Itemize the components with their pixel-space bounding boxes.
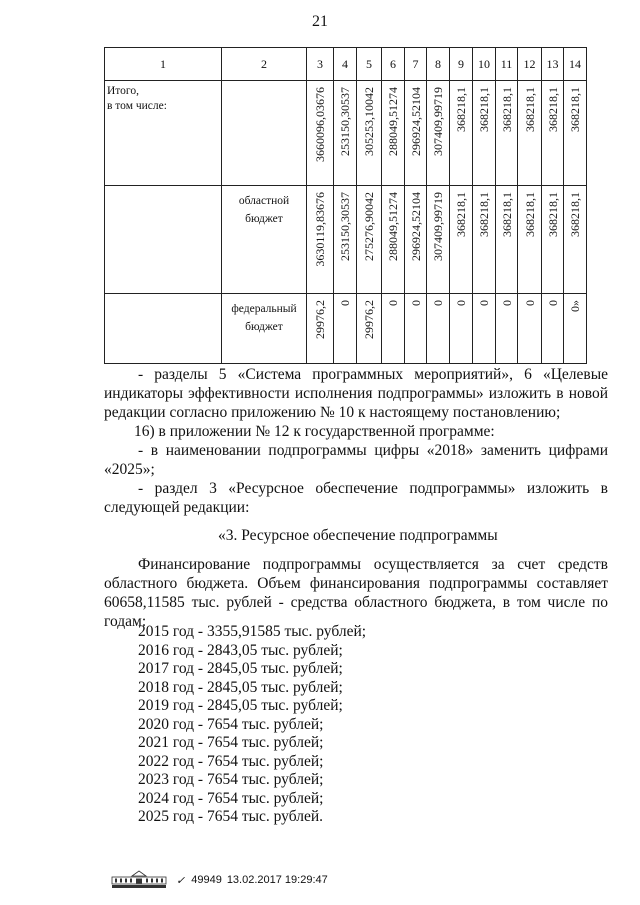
paragraph-line: - в наименовании подпрограммы цифры «2018» заменить цифрами	[138, 442, 608, 459]
table-header-cell: 12	[518, 48, 542, 81]
list-item: 2019 год - 2845,05 тыс. рублей;	[138, 697, 343, 714]
table-cell: 368218,1	[518, 81, 542, 186]
table-header-cell: 5	[357, 48, 382, 81]
table-cell: 0	[334, 294, 357, 364]
table-cell: 0	[450, 294, 473, 364]
paragraph-line: Финансирование подпрограммы осуществляется за счет средств	[138, 556, 608, 573]
table-header-cell: 6	[382, 48, 405, 81]
row-sublabel-empty	[222, 81, 307, 186]
list-item: 2024 год - 7654 тыс. рублей;	[138, 789, 324, 807]
table-header-cell: 13	[542, 48, 564, 81]
paragraph-line: 60658,11585 тыс. рублей - средства областного бюджета, в том числе по	[104, 594, 608, 611]
table-cell: 307409,99719	[427, 81, 450, 186]
list-item: 2015 год - 3355,91585 тыс. рублей;	[138, 623, 367, 640]
table-cell: 296924,52104	[405, 186, 427, 294]
row-sublabel-federal: федеральный бюджет	[222, 294, 307, 364]
table-header-row	[105, 48, 587, 81]
table-cell: 288049,51274	[382, 81, 405, 186]
list-item: 2021 год - 7654 тыс. рублей;	[138, 734, 324, 751]
list-item: 2018 год - 2845,05 тыс. рублей;	[138, 678, 343, 696]
table-cell: 296924,52104	[405, 81, 427, 186]
table-cell: 368218,1	[496, 81, 518, 186]
table-header-cell: 1	[105, 48, 222, 81]
section-title: «3. Ресурсное обеспечение подпрограммы	[218, 527, 498, 544]
table-cell: 29976,2	[357, 294, 382, 364]
table-cell: 368218,1	[518, 186, 542, 294]
row-label-total: Итого, в том числе:	[105, 81, 222, 186]
table-header-cell: 8	[427, 48, 450, 81]
table-cell: 3630119,83676	[307, 186, 334, 294]
table-cell: 368218,1	[564, 81, 587, 186]
list-item: 2022 год - 7654 тыс. рублей;	[138, 752, 324, 770]
table-cell: 288049,51274	[382, 186, 405, 294]
table-header-cell: 11	[496, 48, 518, 81]
table-header-cell: 3	[307, 48, 334, 81]
paragraph-line: годам:	[104, 613, 147, 630]
table-cell: 0»	[564, 294, 587, 364]
table-row-total	[105, 81, 587, 186]
table-cell: 0	[496, 294, 518, 364]
paragraph-line: редакции согласно приложению № 10 к настоящему постановлению;	[104, 404, 561, 421]
table-cell: 368218,1	[542, 81, 564, 186]
list-item: 2025 год - 7654 тыс. рублей.	[138, 808, 324, 825]
table-cell: 275276,90042	[357, 186, 382, 294]
table-cell: 253150,30537	[334, 186, 357, 294]
paragraph-line: - разделы 5 «Система программных мероприятий», 6 «Целевые	[138, 366, 608, 383]
table-cell: 0	[473, 294, 496, 364]
table-row-federal	[105, 294, 587, 364]
table-cell: 0	[427, 294, 450, 364]
list-item: 2016 год - 2843,05 тыс. рублей;	[138, 641, 343, 659]
signature-mark-icon: ✓	[176, 874, 186, 887]
paragraph-line: областного бюджета. Объем финансирования подпрограммы составляет	[104, 575, 608, 592]
paragraph-line: - раздел 3 «Ресурсное обеспечение подпрограммы» изложить в	[138, 480, 608, 497]
table-cell: 368218,1	[473, 81, 496, 186]
table-header-cell: 14	[564, 48, 587, 81]
table-cell: 29976,2	[307, 294, 334, 364]
years-list	[138, 623, 366, 827]
table-header-cell: 7	[405, 48, 427, 81]
row-sublabel-regional: областной бюджет	[222, 186, 307, 294]
building-stamp-icon	[110, 870, 168, 890]
list-item: 2020 год - 7654 тыс. рублей;	[138, 715, 324, 733]
table-header-cell: 9	[450, 48, 473, 81]
table-header-cell: 10	[473, 48, 496, 81]
list-item: 2017 год - 2845,05 тыс. рублей;	[138, 660, 343, 677]
table-cell: 253150,30537	[334, 81, 357, 186]
row-label-empty	[105, 186, 222, 294]
row-label-empty	[105, 294, 222, 364]
table-cell: 368218,1	[473, 186, 496, 294]
table-cell: 0	[382, 294, 405, 364]
table-cell: 0	[405, 294, 427, 364]
table-cell: 368218,1	[496, 186, 518, 294]
paragraph-line: следующей редакции:	[104, 499, 250, 516]
paragraph-line: индикаторы эффективности исполнения подпрограммы» изложить в новой	[104, 385, 608, 402]
page-number: 21	[312, 13, 328, 30]
table-cell: 305253,10042	[357, 81, 382, 186]
table-cell: 0	[518, 294, 542, 364]
table-cell: 368218,1	[564, 186, 587, 294]
table-cell: 3660096,03676	[307, 81, 334, 186]
table-cell: 368218,1	[542, 186, 564, 294]
list-item: 2023 год - 7654 тыс. рублей;	[138, 771, 324, 788]
table-row-regional	[105, 186, 587, 294]
table-cell: 307409,99719	[427, 186, 450, 294]
paragraph-line: 16) в приложении № 12 к государственной программе:	[134, 423, 495, 440]
table-cell: 368218,1	[450, 186, 473, 294]
financing-table	[104, 47, 587, 364]
table-cell: 0	[542, 294, 564, 364]
table-header-cell: 4	[334, 48, 357, 81]
table-cell: 368218,1	[450, 81, 473, 186]
paragraph-line: «2025»;	[104, 461, 155, 478]
table-header-cell: 2	[222, 48, 307, 81]
footer	[110, 870, 328, 890]
timestamp: 13.02.2017 19:29:47	[226, 874, 328, 886]
document-id: 49949	[191, 874, 222, 886]
